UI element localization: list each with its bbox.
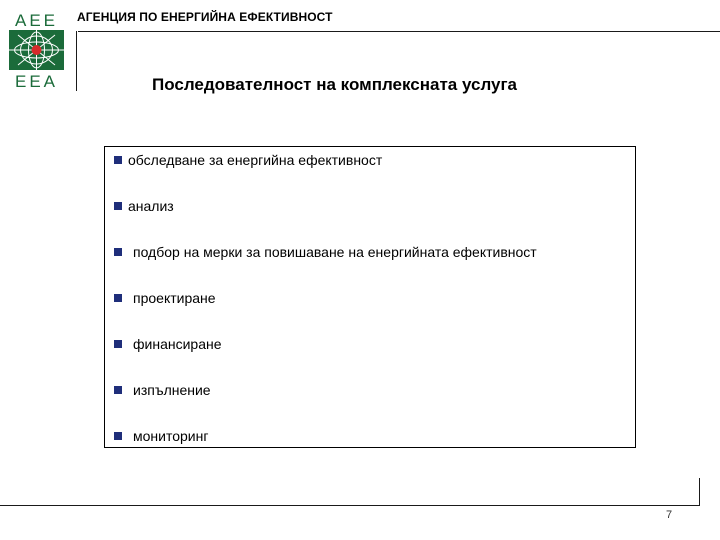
square-bullet-icon — [114, 294, 122, 302]
list-item-label: финансиране — [133, 336, 222, 352]
list-item-label: обследване за енергийна ефективност — [128, 152, 383, 168]
square-bullet-icon — [114, 432, 122, 440]
slide-title: Последователност на комплексната услуга — [152, 75, 518, 94]
footer-vertical-divider — [699, 478, 700, 506]
aee-logo — [6, 9, 67, 90]
list-item-label: изпълнение — [133, 382, 211, 398]
square-bullet-icon — [114, 156, 122, 164]
square-bullet-icon — [114, 202, 122, 210]
list-item-label: проектиране — [133, 290, 216, 306]
list-item — [114, 288, 216, 308]
list-item — [114, 380, 211, 400]
list-item — [114, 334, 222, 354]
service-steps-box — [104, 146, 636, 448]
svg-text:EEA: EEA — [14, 72, 59, 90]
list-item-label: мониторинг — [133, 428, 209, 444]
square-bullet-icon — [114, 340, 122, 348]
footer-divider — [0, 505, 700, 506]
page-number: 7 — [666, 509, 673, 521]
header-vertical-divider — [76, 31, 77, 91]
header-divider — [78, 31, 720, 32]
svg-text:AEE: AEE — [14, 11, 59, 30]
list-item — [114, 150, 382, 170]
square-bullet-icon — [114, 386, 122, 394]
list-item-label: подбор на мерки за повишаване на енергийната ефективност — [133, 244, 537, 260]
agency-name: АГЕНЦИЯ ПО ЕНЕРГИЙНА ЕФЕКТИВНОСТ — [77, 10, 333, 24]
list-item-label: анализ — [128, 198, 174, 214]
list-item — [114, 196, 174, 216]
list-item — [114, 242, 537, 262]
list-item — [114, 426, 208, 446]
square-bullet-icon — [114, 248, 122, 256]
